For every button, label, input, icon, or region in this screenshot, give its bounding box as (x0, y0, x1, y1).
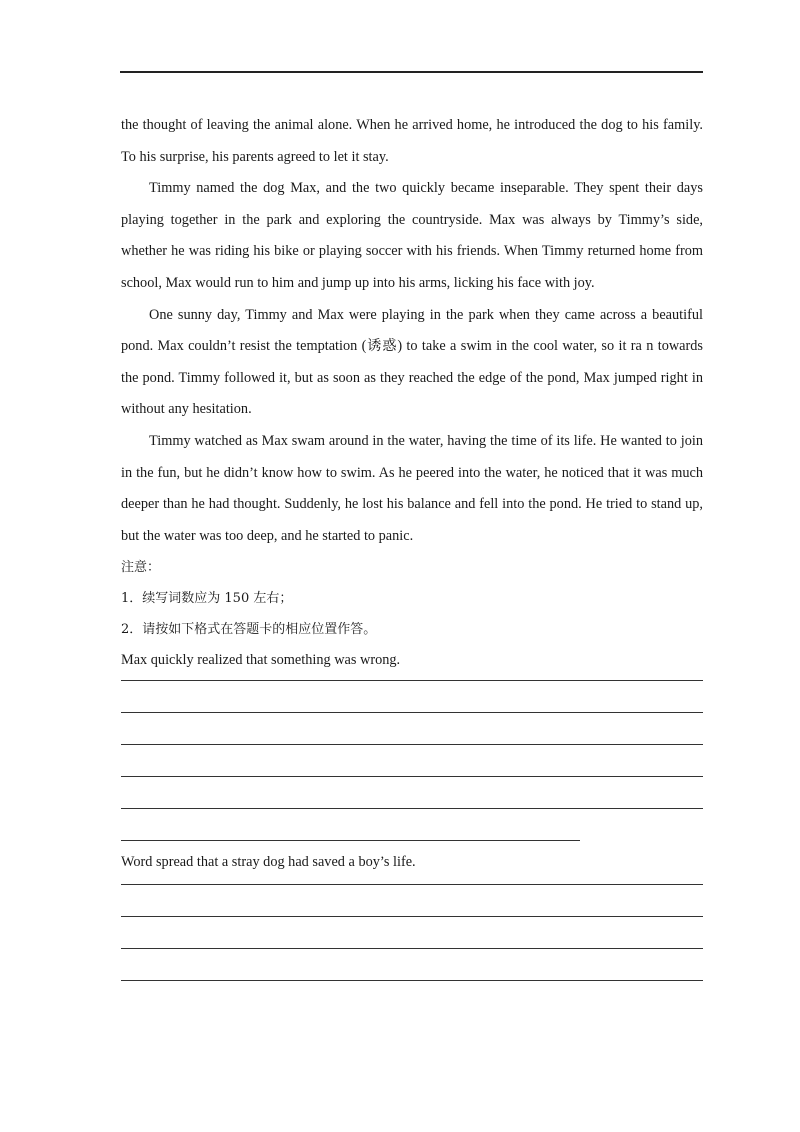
passage-paragraph-4: Timmy watched as Max swam around in the water, having the time of its life. He wanted to join in the fun, but he didn’t know how to swim. As he peered into the water, he noticed that it was much deeper than he had thought. Suddenly, he lost his balance and fell into the pond. He tried to stand up, but the water was too deep, and he started to panic. (121, 432, 703, 544)
writing-line[interactable] (121, 885, 703, 917)
writing-line[interactable] (121, 713, 703, 745)
note-item-2: 2．请按如下格式在答题卡的相应位置作答。 (121, 622, 377, 638)
passage-paragraph-3: One sunny day, Timmy and Max were playing in the park when they came across a beautiful pond. Max couldn’t resist the temptation (诱惑) to take a swim in the cool water, so it ra n towards the pond. Timmy followed it, but as soon as they reached the edge of the pond, Max jumped right in without any hesitation. (121, 306, 703, 418)
writing-line[interactable] (121, 949, 703, 981)
note-item-1: 1．续写词数应为 150 左右； (121, 591, 293, 607)
writing-line[interactable] (121, 878, 703, 885)
continuation-prompt-1: Max quickly realized that something was wrong. (121, 652, 401, 669)
writing-line[interactable] (121, 917, 703, 949)
notes-heading: 注意： (121, 560, 161, 576)
passage-paragraph-2: Timmy named the dog Max, and the two quickly became inseparable. They spent their days playing together in the park and exploring the countryside. Max was always by Timmy’s side, whether he was riding his bike or playing soccer with his friends. When Timmy returned home from school, Max would run to him and jump up into his arms, licking his face with joy. (121, 180, 703, 291)
passage-paragraph-1: the thought of leaving the animal alone. When he arrived home, he introduced the dog to his family. To his surprise, his parents agreed to let it stay. (121, 117, 703, 165)
page-content (121, 110, 703, 981)
header-rule (120, 71, 703, 73)
writing-line[interactable] (121, 681, 703, 713)
writing-line[interactable] (121, 809, 580, 841)
writing-line[interactable] (121, 745, 703, 777)
writing-lines-section-2 (121, 878, 703, 981)
writing-line[interactable] (121, 777, 703, 809)
continuation-prompt-2: Word spread that a stray dog had saved a boy’s life. (121, 854, 416, 871)
writing-lines-section-1 (121, 676, 703, 841)
